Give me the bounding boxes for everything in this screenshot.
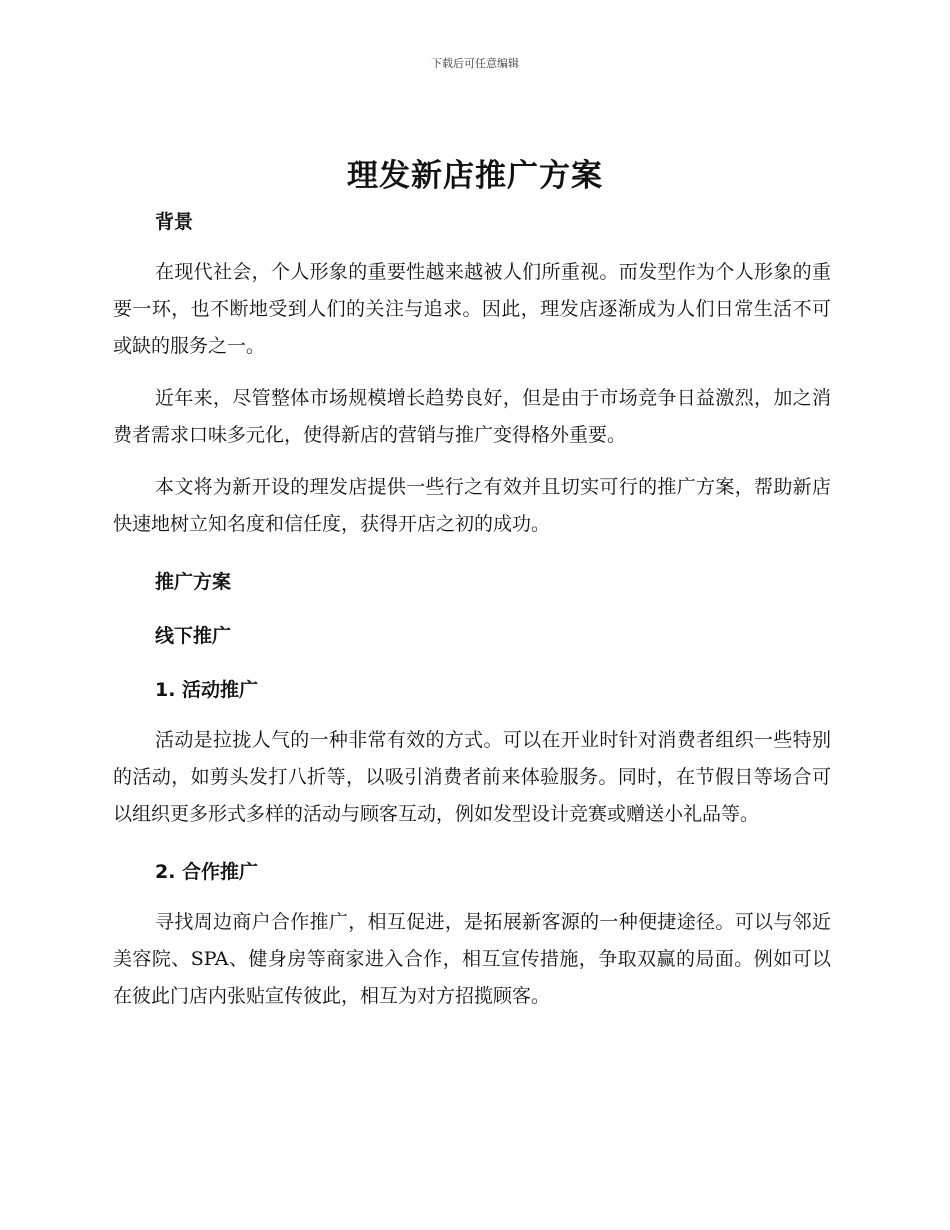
paragraph: 近年来，尽管整体市场规模增长趋势良好，但是由于市场竞争日益激烈，加之消费者需求口味多元化，使得新店的营销与推广变得格外重要。 [113, 387, 831, 446]
document-body [113, 207, 831, 1015]
paragraph: 本文将为新开设的理发店提供一些行之有效并且切实可行的推广方案，帮助新店快速地树立知名度和信任度，获得开店之初的成功。 [113, 476, 831, 535]
header-note: 下载后可任意编辑 [431, 57, 519, 70]
paragraph: 寻找周边商户合作推广，相互促进，是拓展新客源的一种便捷途径。可以与邻近美容院、SPA、健身房等商家进入合作，相互宣传措施，争取双赢的局面。例如可以在彼此门店内张贴宣传彼此，相互为对方招揽顾客。 [113, 911, 831, 1007]
document-title: 理发新店推广方案 [347, 158, 603, 194]
item-heading-activity: 1. 活动推广 [155, 679, 259, 701]
paragraph: 活动是拉拢人气的一种非常有效的方式。可以在开业时针对消费者组织一些特别的活动，如剪头发打八折等，以吸引消费者前来体验服务。同时，在节假日等场合可以组织更多形式多样的活动与顾客互动，例如发型设计竞赛或赠送小礼品等。 [113, 729, 831, 825]
section-heading-plan: 推广方案 [155, 571, 232, 593]
paragraph: 在现代社会，个人形象的重要性越来越被人们所重视。而发型作为个人形象的重要一环，也不断地受到人们的关注与追求。因此，理发店逐渐成为人们日常生活不可或缺的服务之一。 [113, 261, 831, 357]
subsection-heading-offline: 线下推广 [155, 625, 232, 647]
section-heading-background: 背景 [155, 211, 194, 233]
item-heading-cooperation: 2. 合作推广 [155, 861, 259, 883]
